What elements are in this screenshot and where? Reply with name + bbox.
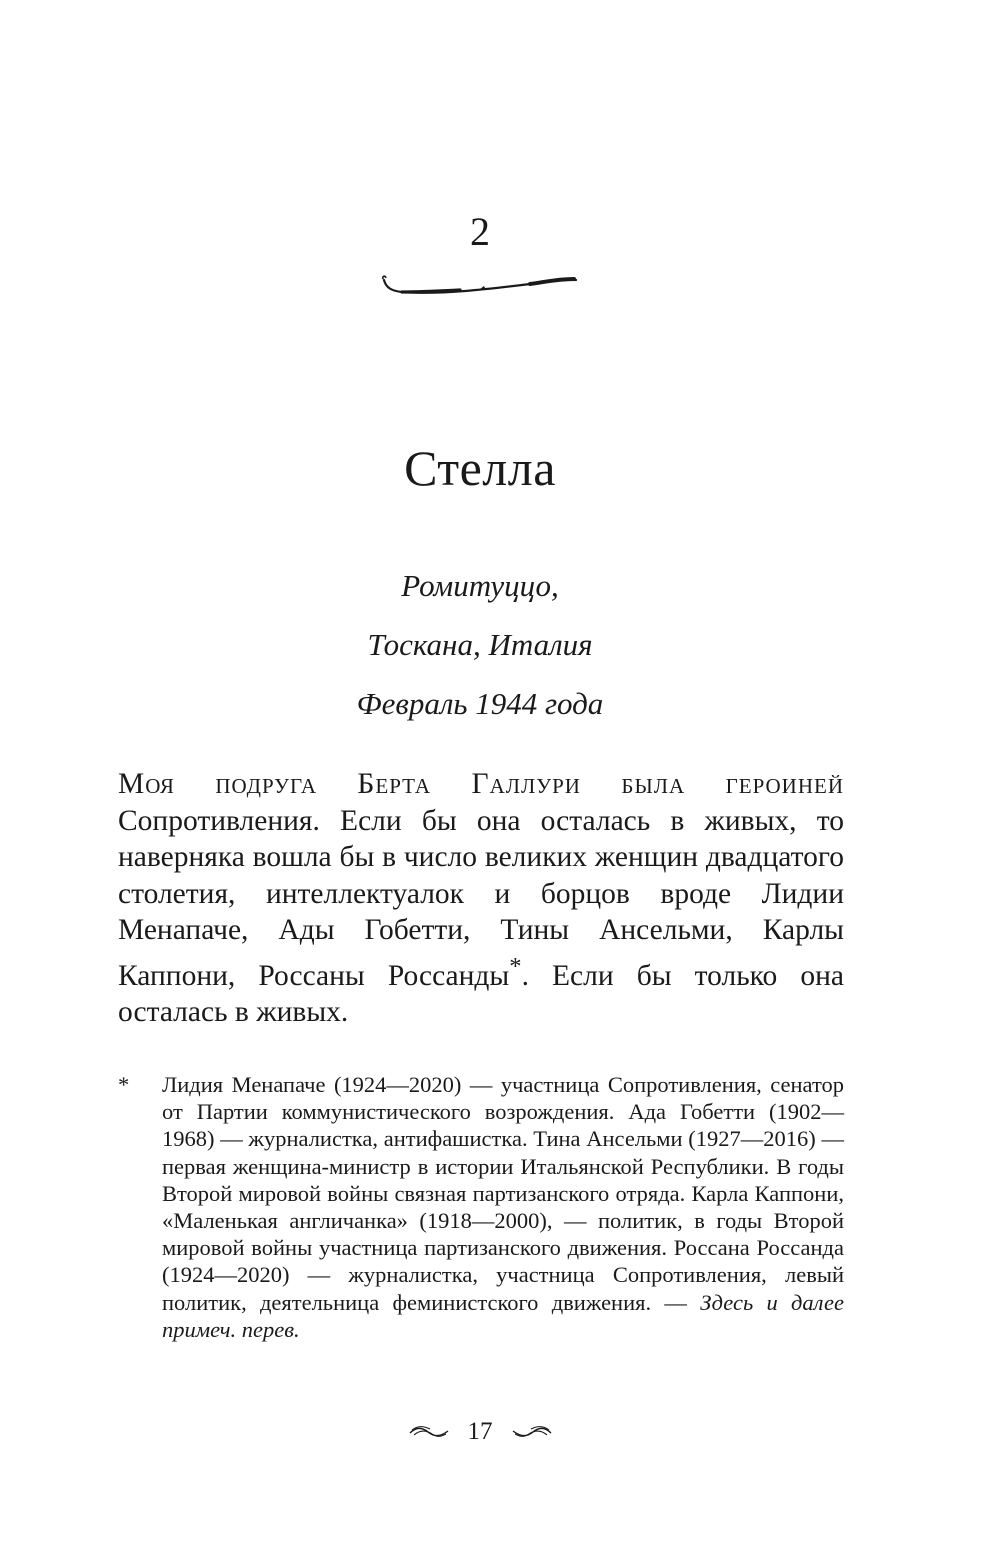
place-line-1: Ромитуццо, <box>401 568 559 603</box>
footnote-text <box>162 1071 844 1343</box>
footnote-reference[interactable]: * <box>509 952 522 980</box>
place-date-block <box>0 556 960 733</box>
footnote <box>118 1071 844 1343</box>
body-paragraph <box>118 766 844 1030</box>
flourish-left-icon <box>408 1424 450 1440</box>
date-line: Февраль 1944 года <box>356 686 604 721</box>
body-text-tail: . Если бы только она осталась в живых. <box>118 959 844 1028</box>
footnote-marker: * <box>118 1072 130 1097</box>
flourish-right-icon <box>511 1424 553 1440</box>
footnote-attribution: Здесь и далее примеч. перев. <box>162 1289 844 1342</box>
footnote-body: Лидия Менапаче (1924—2020) — участница Сопротивления, сенатор от Партии коммунистического возрождения. Ада Гобетти (1902—1968) — журналистка, антифашистка. Тина Ансельми (1927—2016) — первая женщина-министр в истории Итальянской Республики. В годы Второй мировой войны связная партизанского отряда. Карла Каппони, «Маленькая англичанка» (1918—2000), — политик, в годы Второй мировой войны участница партизанского движения. Россана Россанда (1924—2020) — журналистка, участница Сопротивления, левый политик, деятельница феминистского движения. — <box>162 1072 844 1315</box>
chapter-number: 2 <box>470 209 490 254</box>
body-text-main: Сопротивления. Если бы она осталась в живых, то наверняка вошла бы в число великих женщин двадцатого столетия, интеллектуалок и борцов вроде Лидии Менапаче, Ады Гобетти, Тины Ансельми, Карлы Каппони, Россаны Россанды <box>118 804 844 992</box>
ornament-divider-icon <box>380 270 580 300</box>
page-number: 17 <box>467 1418 493 1445</box>
page-footer <box>0 1416 960 1449</box>
chapter-title: Стелла <box>404 440 556 496</box>
body-lead-smallcaps: Моя подруга Берта Галлури была героиней <box>118 768 844 800</box>
place-line-2: Тоскана, Италия <box>367 627 593 662</box>
